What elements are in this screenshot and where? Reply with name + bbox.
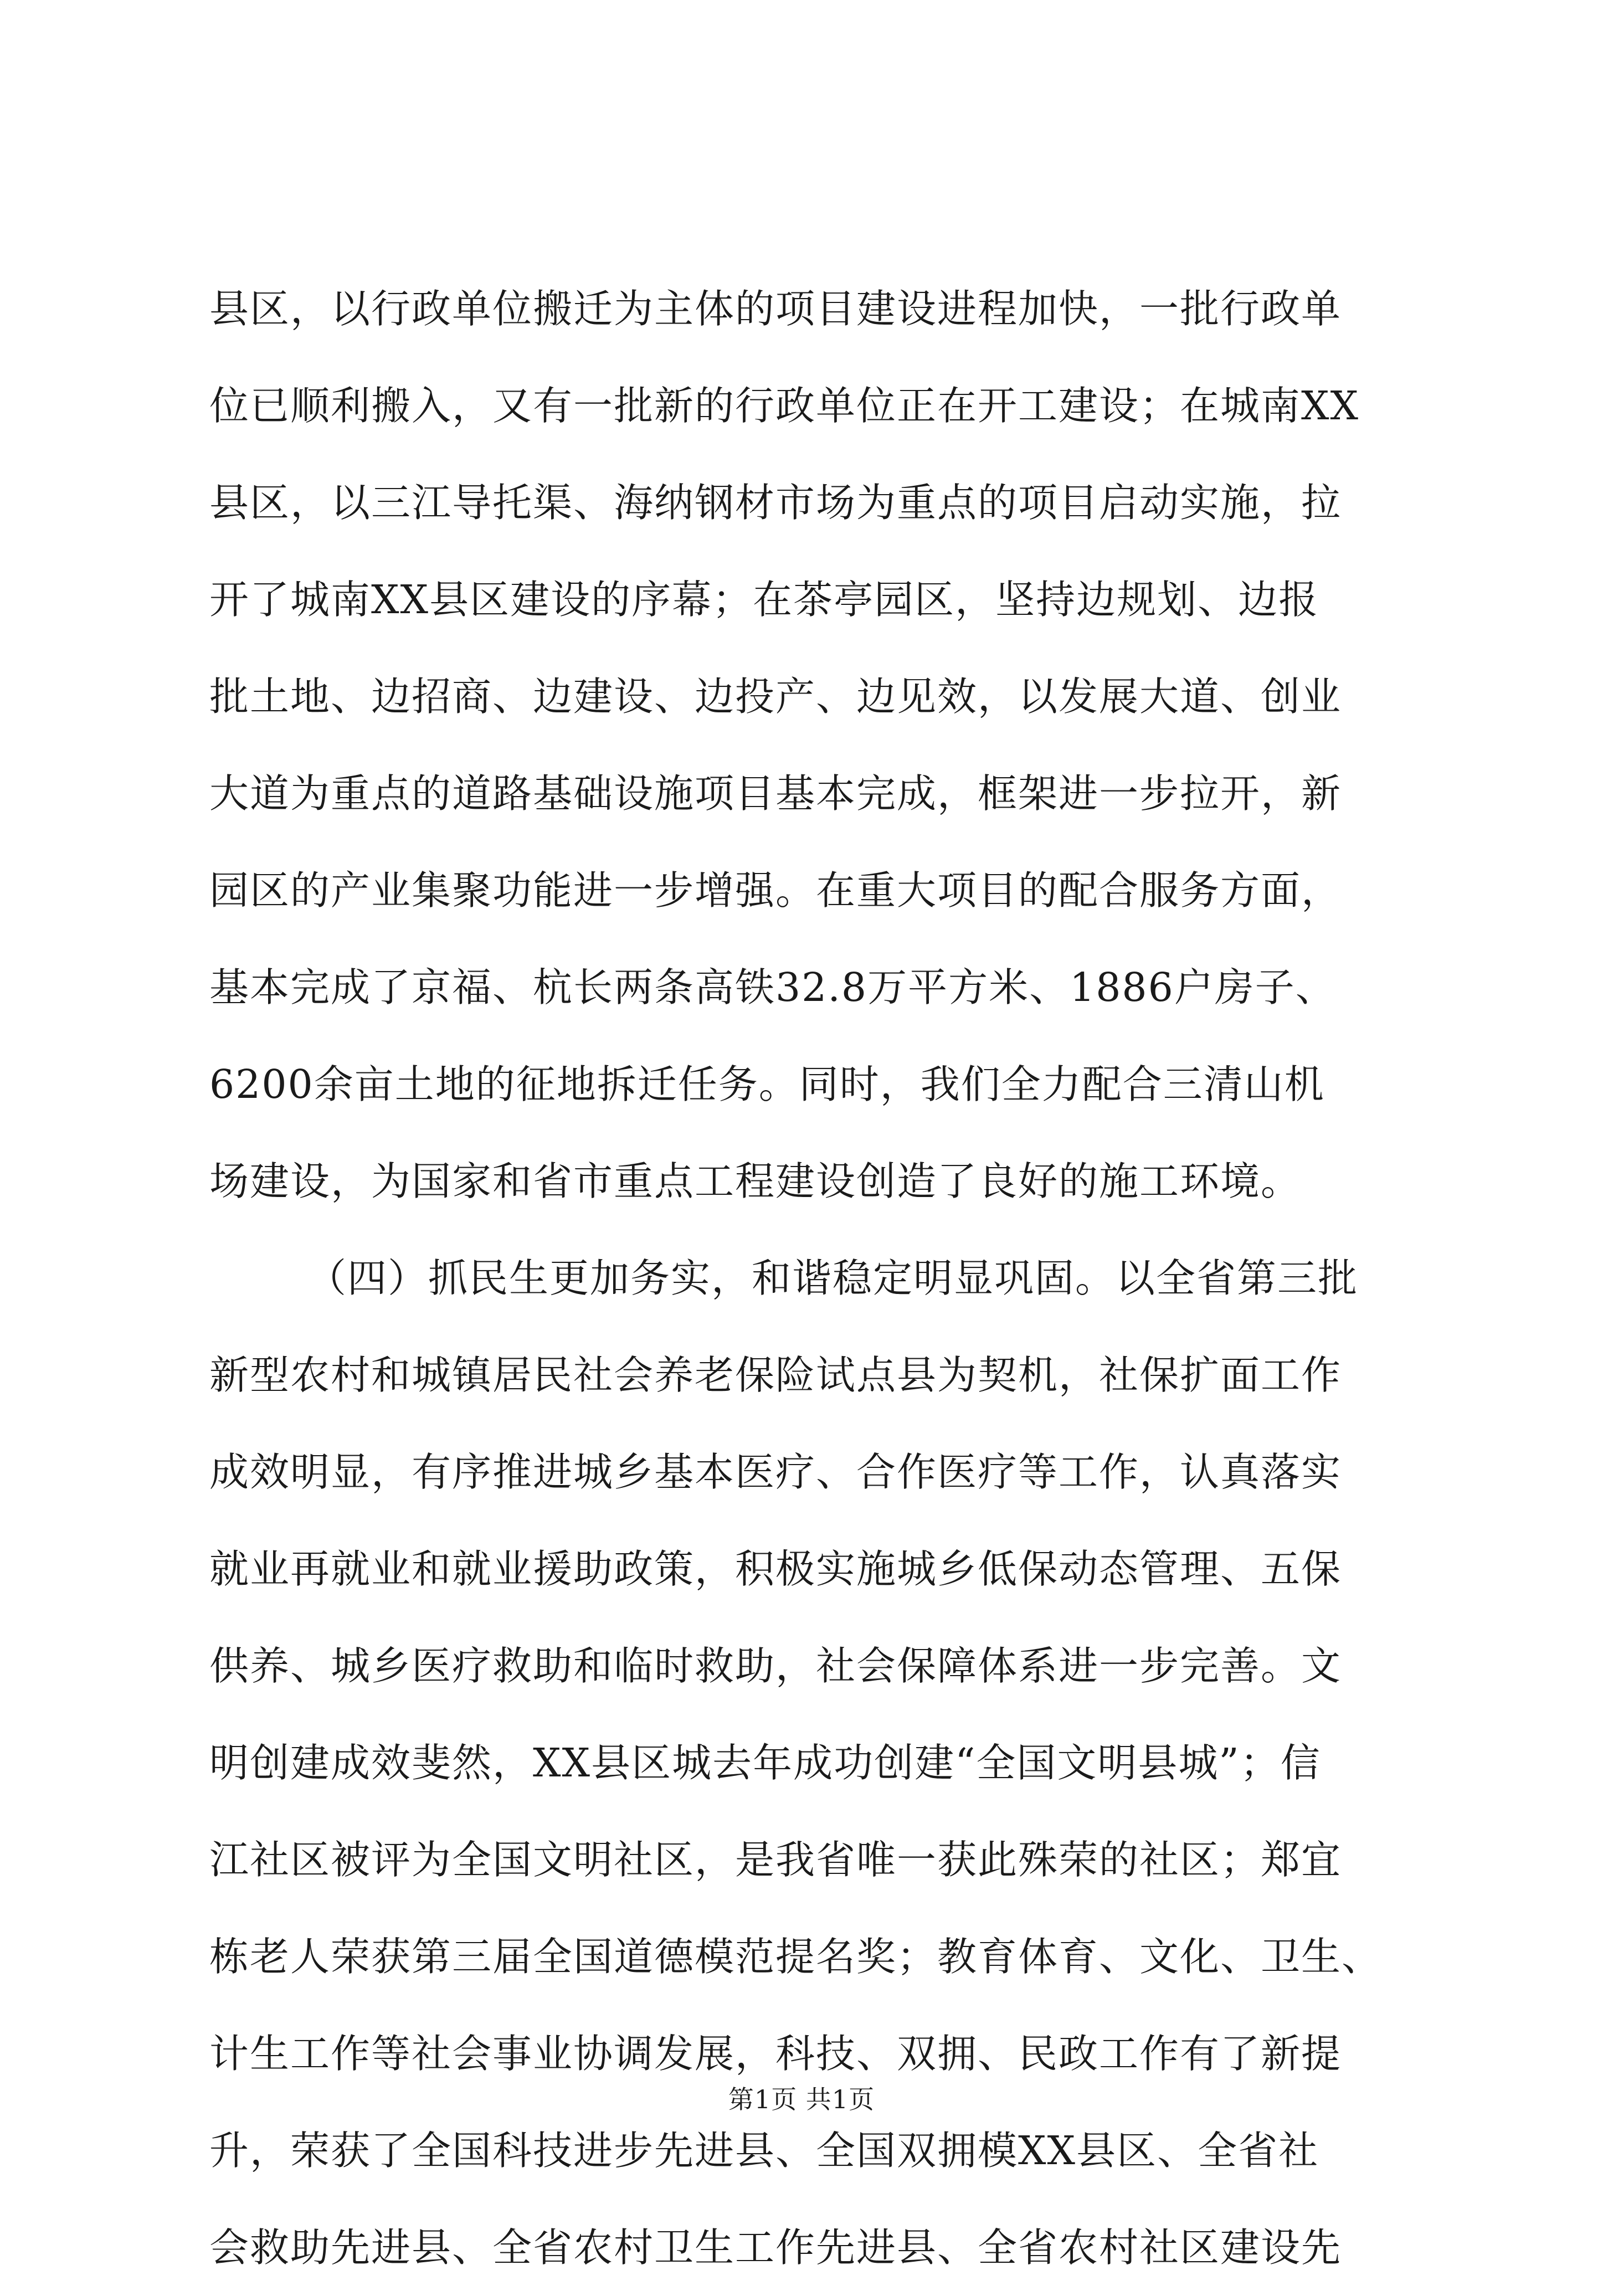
text-line: 计生工作等社会事业协调发展，科技、双拥、民政工作有了新提: [209, 2031, 1342, 2077]
text-line: 大道为重点的道路基础设施项目基本完成，框架进一步拉开，新: [209, 771, 1342, 816]
text-line: 会救助先进县、全省农村卫生工作先进县、全省农村社区建设先: [209, 2225, 1342, 2271]
text-line: 新型农村和城镇居民社会养老保险试点县为契机，社保扩面工作: [209, 1352, 1342, 1398]
text-line: 开了城南XX县区建设的序幕；在茶亭园区，坚持边规划、边报: [209, 577, 1319, 623]
text-line: 场建设，为国家和省市重点工程建设创造了良好的施工环境。: [209, 1158, 1302, 1204]
text-line: 园区的产业集聚功能进一步增强。在重大项目的配合服务方面，: [209, 867, 1342, 913]
body-text: [209, 260, 1395, 2296]
text-line: 明创建成效斐然，XX县区城去年成功创建“全国文明县城”；信: [209, 1740, 1321, 1786]
text-line: 位已顺利搬入，又有一批新的行政单位正在开工建设；在城南XX: [209, 383, 1360, 429]
text-line: 升，荣获了全国科技进步先进县、全国双拥模XX县区、全省社: [209, 2128, 1319, 2174]
page-footer: [0, 2083, 1603, 2116]
page-number-label: 第1页 共1页: [728, 2084, 875, 2114]
text-line: 县区，以行政单位搬迁为主体的项目建设进程加快，一批行政单: [209, 286, 1342, 332]
text-line: 栋老人荣获第三届全国道德模范提名奖；教育体育、文化、卫生、: [209, 1934, 1383, 1980]
text-line: 批土地、边招商、边建设、边投产、边见效，以发展大道、创业: [209, 674, 1342, 720]
text-line: 江社区被评为全国文明社区，是我省唯一获此殊荣的社区；郑宜: [209, 1837, 1342, 1883]
text-line: 供养、城乡医疗救助和临时救助，社会保障体系进一步完善。文: [209, 1643, 1342, 1689]
text-line: 县区，以三江导托渠、海纳钢材市场为重点的项目启动实施，拉: [209, 480, 1342, 526]
section-heading-line: （四）抓民生更加务实，和谐稳定明显巩固。以全省第三批: [307, 1255, 1359, 1301]
text-line: 就业再就业和就业援助政策，积极实施城乡低保动态管理、五保: [209, 1546, 1342, 1592]
text-line: 基本完成了京福、杭长两条高铁32.8万平方米、1886户房子、: [209, 964, 1336, 1010]
text-line: 6200余亩土地的征地拆迁任务。同时，我们全力配合三清山机: [209, 1061, 1325, 1107]
text-line: 成效明显，有序推进城乡基本医疗、合作医疗等工作，认真落实: [209, 1449, 1342, 1495]
